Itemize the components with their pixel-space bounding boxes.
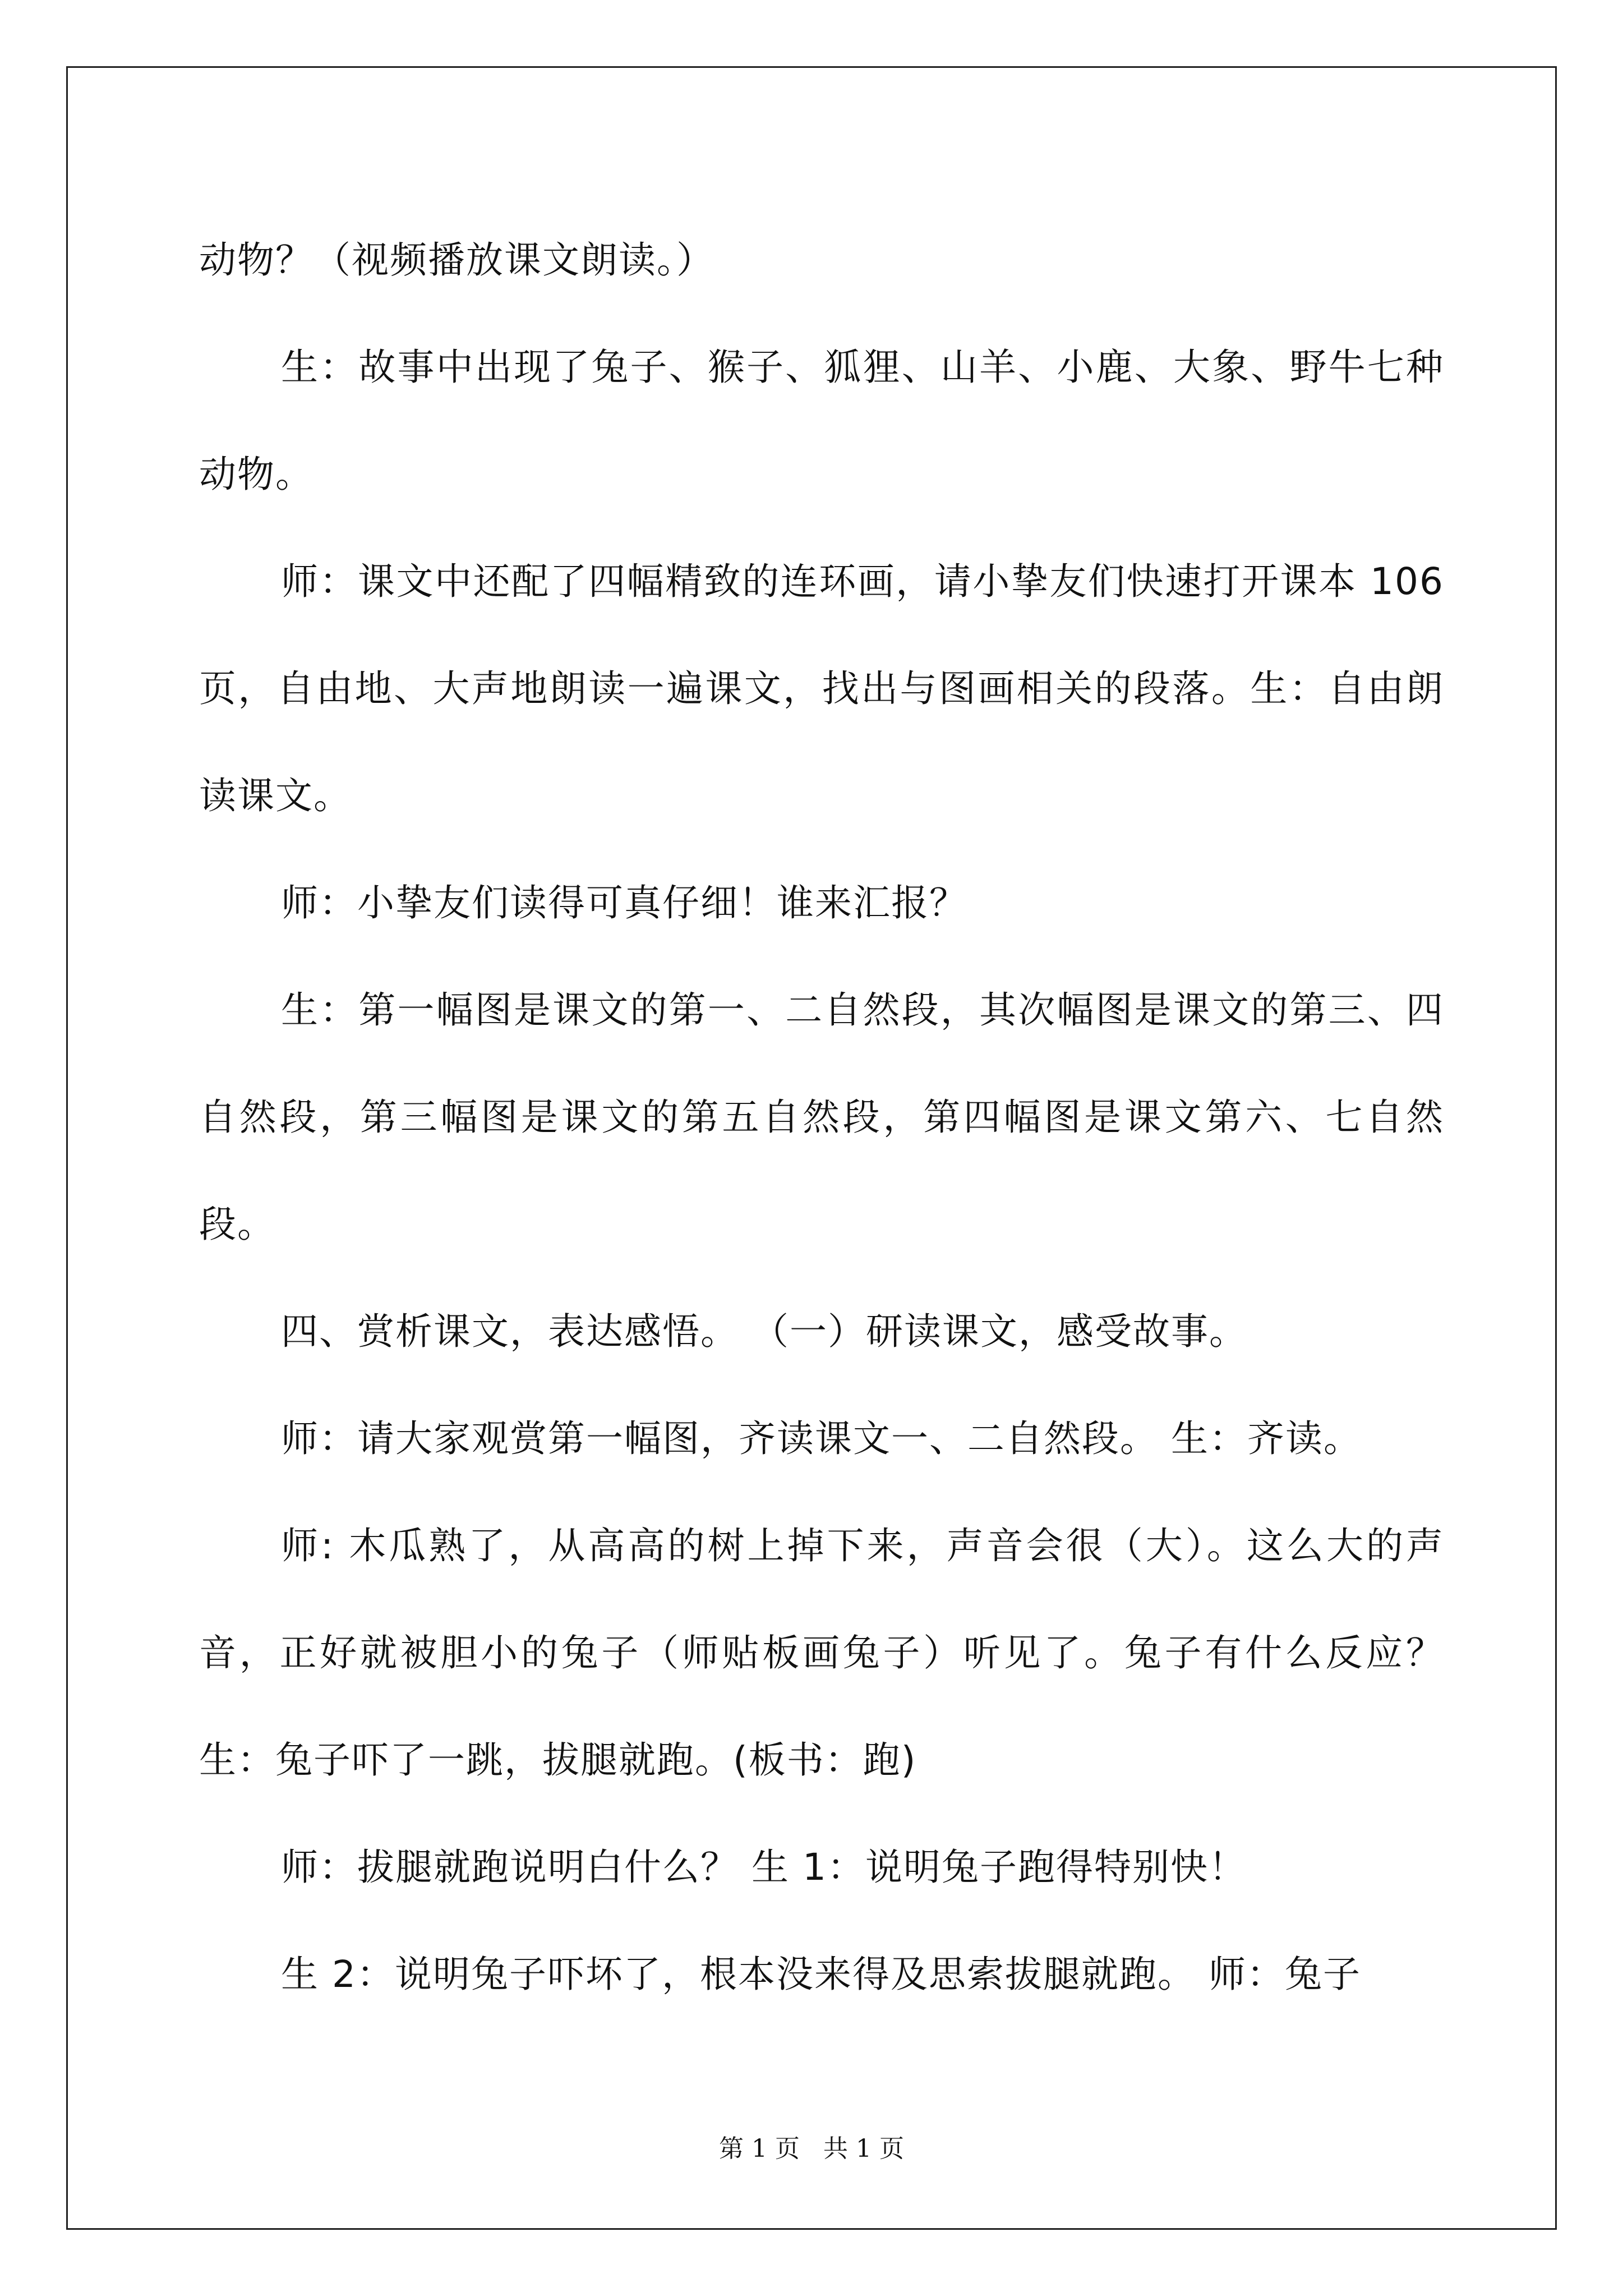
paragraph: 师：课文中还配了四幅精致的连环画，请小挚友们快速打开课本 106 页，自由地、大声地朗读一遍课文，找出与图画相关的段落。生：自由朗读课文。 [199,560,1444,817]
paragraph: 师：拔腿就跑说明白什么？ 生 1：说明兔子跑得特别快！ [281,1846,1247,1889]
document-body [199,206,1444,2028]
paragraph: 师: 木瓜熟了，从高高的树上掉下来，声音会很（大）。这么大的声音，正好就被胆小的兔子（师贴板画兔子）听见了。兔子有什么反应？生：兔子吓了一跳，拔腿就跑。(板书：跑) [199,1524,1444,1782]
page-total: 共 1 页 [823,2134,904,2163]
paragraph: 师：请大家观赏第一幅图，齐读课文一、二自然段。 生：齐读。 [281,1417,1362,1460]
footer-gap [800,2134,823,2163]
paragraph: 师：小挚友们读得可真仔细！谁来汇报？ [281,881,967,924]
paragraph: 动物？（视频播放课文朗读。） [199,238,714,282]
paragraph: 四、赏析课文，表达感悟。 （一）研读课文，感受故事。 [281,1310,1247,1353]
page-footer [0,2128,1623,2164]
page-number: 第 1 页 [719,2134,800,2163]
paragraph: 生：第一幅图是课文的第一、二自然段，其次幅图是课文的第三、四自然段，第三幅图是课文的第五自然段，第四幅图是课文第六、七自然段。 [199,988,1444,1246]
paragraph: 生 2：说明兔子吓坏了，根本没来得及思索拔腿就跑。 师：兔子 [281,1953,1361,1996]
paragraph: 生：故事中出现了兔子、猴子、狐狸、山羊、小鹿、大象、野牛七种动物。 [199,346,1444,496]
